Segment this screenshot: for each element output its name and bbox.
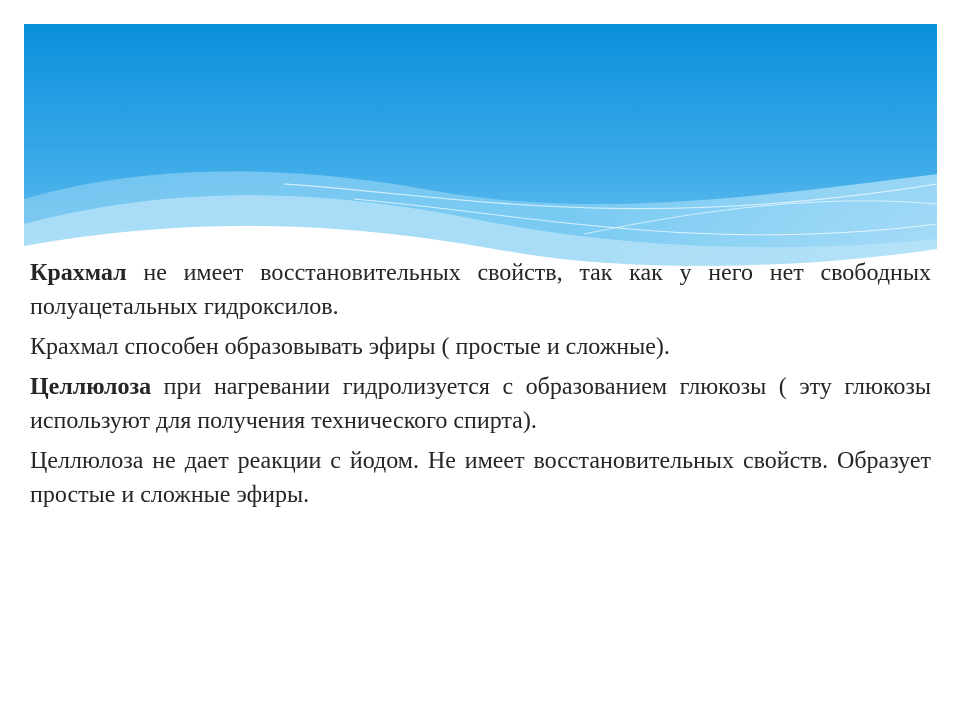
paragraph-text: Крахмал способен образовывать эфиры ( простые и сложные). <box>30 334 670 360</box>
paragraph-text: Целлюлоза не дает реакции с йодом. Не имеет восстановительных свойств. Образует простые и сложные эфиры. <box>30 448 931 508</box>
paragraph-starch-esters <box>30 330 931 364</box>
paragraph-text: при нагревании гидролизуется с образованием глюкозы ( эту глюкозы используют для получения технического спирта). <box>30 374 931 434</box>
header-wave-banner <box>24 24 937 269</box>
paragraph-text: не имеет восстановительных свойств, так как у него нет свободных полуацетальных гидроксилов. <box>30 260 931 320</box>
term-starch: Крахмал <box>30 260 127 286</box>
term-cellulose: Целлюлоза <box>30 374 152 400</box>
slide-body <box>30 256 931 518</box>
wave-graphic <box>24 24 937 269</box>
paragraph-starch-reducing <box>30 256 931 324</box>
paragraph-cellulose-hydrolysis <box>30 370 931 438</box>
paragraph-cellulose-iodine <box>30 444 931 512</box>
